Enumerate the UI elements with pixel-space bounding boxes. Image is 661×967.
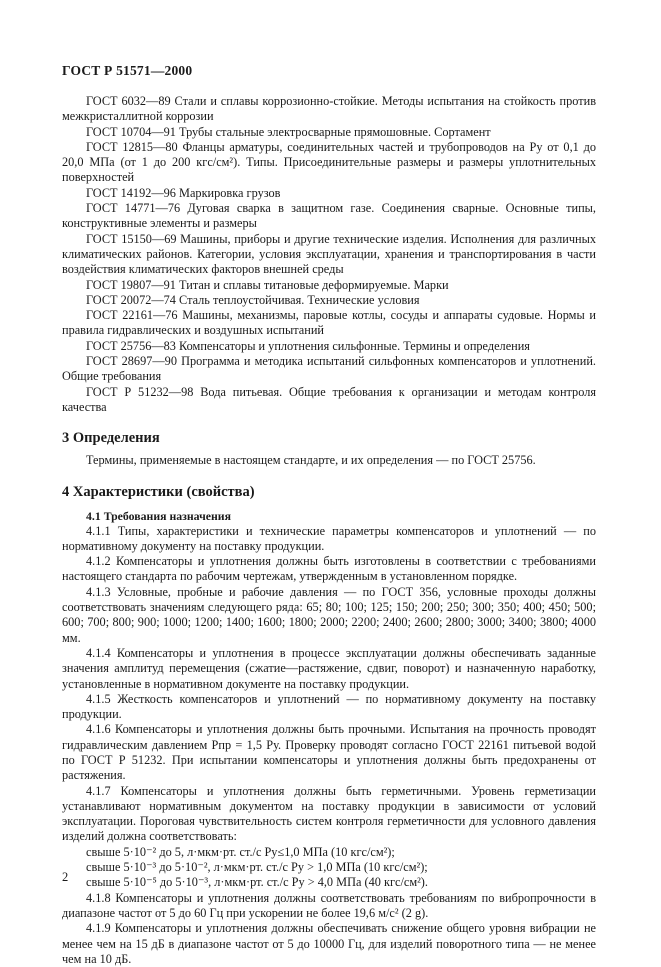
clause-4-1-9: 4.1.9 Компенсаторы и уплотнения должны обеспечивать снижение общего уровня вибрации не менее чем на 15 дБ в диапазоне частот от 5 до 10000 Гц, для изделий поворотного типа — не менее чем на 10 дБ. bbox=[62, 921, 596, 966]
page-number: 2 bbox=[62, 870, 69, 884]
reference-item: ГОСТ 10704—91 Трубы стальные электросварные прямошовные. Сортамент bbox=[86, 124, 491, 139]
reference-item: ГОСТ 28697—90 Программа и методика испытаний сильфонных компенсаторов и уплотнений. Общие требования bbox=[62, 354, 596, 384]
document-header: ГОСТ Р 51571—2000 bbox=[62, 63, 193, 78]
section-3-title: 3 Определения bbox=[62, 430, 160, 447]
reference-item: ГОСТ Р 51232—98 Вода питьевая. Общие требования к организации и методам контроля качества bbox=[62, 384, 596, 414]
clause-4-1-1: 4.1.1 Типы, характеристики и технические параметры компенсаторов и уплотнений — по нормативному документу на поставку продукции. bbox=[62, 523, 596, 553]
document-body bbox=[62, 94, 596, 967]
section-3-text: Термины, применяемые в настоящем стандарте, и их определения — по ГОСТ 25756. bbox=[86, 453, 536, 468]
subsection-4-1-title: 4.1 Требования назначения bbox=[86, 508, 231, 523]
reference-item: ГОСТ 15150—69 Машины, приборы и другие технические изделия. Исполнения для различных климатических районов. Категории, условия эксплуатации, хранения и транспортирования в части воздействия климатических факторов внешней среды bbox=[62, 231, 596, 277]
clause-4-1-5: 4.1.5 Жесткость компенсаторов и уплотнений — по нормативному документу на поставку продукции. bbox=[62, 691, 596, 722]
sensitivity-line: свыше 5·10⁻³ до 5·10⁻², л·мкм·рт. ст./с Pу > 1,0 МПа (10 кгс/см²); bbox=[86, 860, 428, 875]
reference-item: ГОСТ 14192—96 Маркировка грузов bbox=[86, 185, 281, 200]
reference-item: ГОСТ 12815—80 Фланцы арматуры, соединительных частей и трубопроводов на Pу от 0,1 до 20,0 МПа (от 1 до 200 кгс/см²). Типы. Присоединительные размеры и размеры уплотнительных поверхностей bbox=[62, 139, 596, 185]
clause-4-1-8: 4.1.8 Компенсаторы и уплотнения должны соответствовать требованиям по вибропрочности в диапазоне частот от 5 до 60 Гц при ускорении не более 19,6 м/с² (2 g). bbox=[62, 890, 596, 920]
references-list bbox=[62, 94, 596, 415]
clause-4-1-6: 4.1.6 Компенсаторы и уплотнения должны быть прочными. Испытания на прочность проводят гидравлическим давлением Pпр = 1,5 Pу. Проверку проводят согласно ГОСТ 22161 питьевой водой по ГОСТ Р 51232. При испытании компенсаторы и уплотнения должны быть предохранены от растяжения. bbox=[62, 722, 596, 783]
section-4-title: 4 Характеристики (свойства) bbox=[62, 483, 255, 500]
reference-item: ГОСТ 22161—76 Машины, механизмы, паровые котлы, сосуды и аппараты судовые. Нормы и правила гидравлических и воздушных испытаний bbox=[62, 308, 596, 338]
sensitivity-line: свыше 5·10⁻⁵ до 5·10⁻³, л·мкм·рт. ст./с Pу > 4,0 МПа (40 кгс/см²). bbox=[86, 875, 428, 890]
reference-item: ГОСТ 14771—76 Дуговая сварка в защитном газе. Соединения сварные. Основные типы, конструктивные элементы и размеры bbox=[62, 201, 596, 231]
reference-item: ГОСТ 25756—83 Компенсаторы и уплотнения сильфонные. Термины и определения bbox=[86, 338, 530, 353]
clause-4-1-3: 4.1.3 Условные, пробные и рабочие давления — по ГОСТ 356, условные проходы должны соответствовать значениям следующего ряда: 65; 80; 100; 125; 150; 200; 250; 300; 350; 400; 450; 500; 600; 700; 800; 900; 1000; 1200; 1400; 1600; 1800; 2000; 2200; 2400; 2600; 2800; 3000; 3400; 3800; 4000 мм. bbox=[62, 584, 596, 645]
clause-4-1-7: 4.1.7 Компенсаторы и уплотнения должны быть герметичными. Уровень герметизации устанавливают нормативным документом на поставку продукции в зависимости от условий эксплуатации. Пороговая чувствительность систем контроля герметичности для условного давления изделий должна соответствовать: bbox=[62, 783, 596, 844]
reference-item: ГОСТ 19807—91 Титан и сплавы титановые деформируемые. Марки bbox=[86, 277, 449, 292]
clause-4-1-4: 4.1.4 Компенсаторы и уплотнения в процессе эксплуатации должны обеспечивать заданные значения амплитуд перемещения (сжатие—растяжение, сдвиг, поворот) и назначенную наработку, установленные в нормативном документе на поставку продукции. bbox=[62, 645, 596, 691]
reference-item: ГОСТ 6032—89 Стали и сплавы коррозионно-стойкие. Методы испытания на стойкость против межкристаллитной коррозии bbox=[62, 94, 596, 124]
clause-4-1-2: 4.1.2 Компенсаторы и уплотнения должны быть изготовлены в соответствии с требованиями настоящего стандарта по рабочим чертежам, утвержденным в установленном порядке. bbox=[62, 554, 596, 584]
sensitivity-line: свыше 5·10⁻² до 5, л·мкм·рт. ст./с Pу≤1,0 МПа (10 кгс/см²); bbox=[86, 844, 395, 859]
reference-item: ГОСТ 20072—74 Сталь теплоустойчивая. Технические условия bbox=[86, 292, 420, 307]
